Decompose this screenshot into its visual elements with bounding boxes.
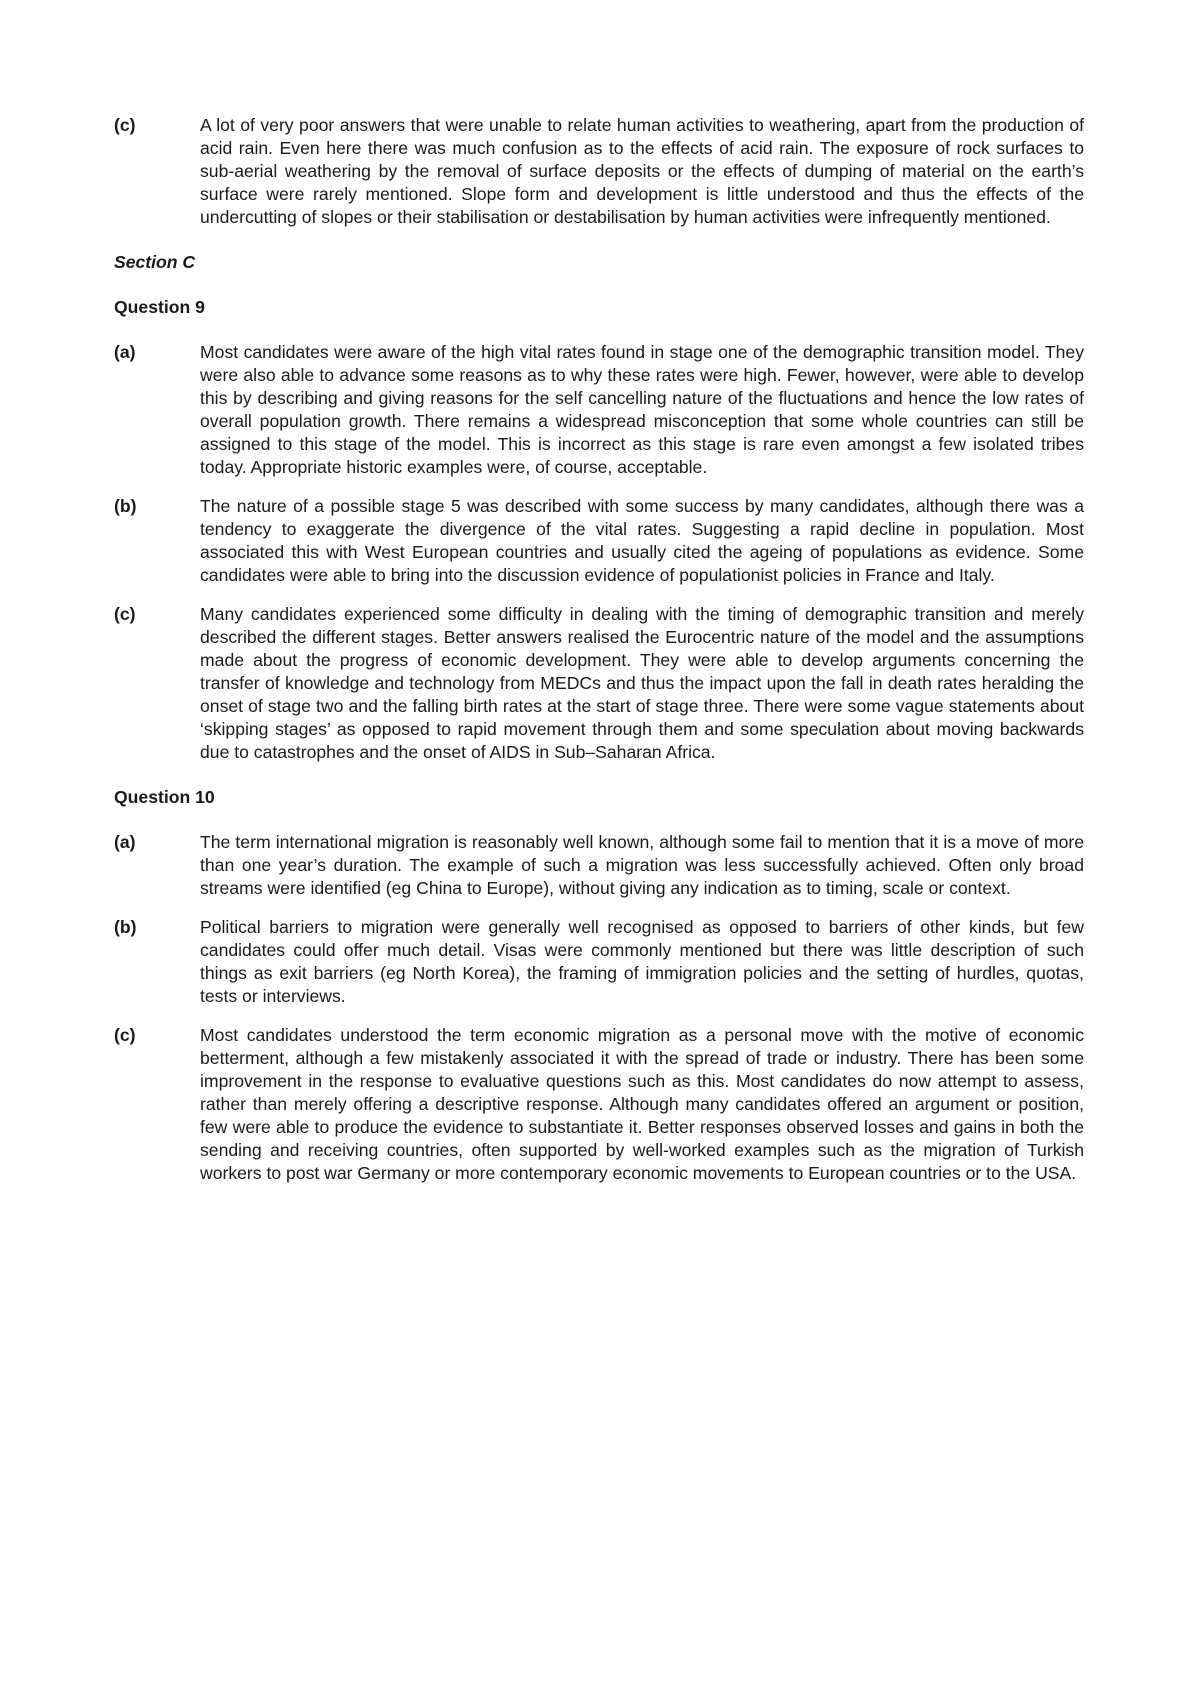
document-page xyxy=(114,114,1084,1201)
item-text: Political barriers to migration were generally well recognised as opposed to barriers of other kinds, but few candidates could offer much detail. Visas were commonly mentioned but there was little description of such things as exit barriers (eg North Korea), the framing of immigration policies and the setting of hurdles, quotas, tests or interviews. xyxy=(200,917,1084,1006)
item-label: (c) xyxy=(114,1025,136,1045)
intro-item-c xyxy=(114,114,1084,229)
item-text: The term international migration is reasonably well known, although some fail to mention that it is a move of more than one year’s duration. The example of such a migration was less successfully achieved. Often only broad streams were identified (eg China to Europe), without giving any indication as to timing, scale or context. xyxy=(200,832,1084,898)
question-10-item-a xyxy=(114,831,1084,900)
question-10-item-c xyxy=(114,1024,1084,1185)
item-label: (c) xyxy=(114,115,136,135)
item-text: Many candidates experienced some difficulty in dealing with the timing of demographic transition and merely described the different stages. Better answers realised the Eurocentric nature of the model and the assumptions made about the progress of economic development. They were able to develop arguments concerning the transfer of knowledge and technology from MEDCs and thus the impact upon the fall in death rates heralding the onset of stage two and the falling birth rates at the start of stage three. There were some vague statements about ‘skipping stages’ as opposed to rapid movement through them and some speculation about moving backwards due to catastrophes and the onset of AIDS in Sub–Saharan Africa. xyxy=(200,604,1084,762)
item-label: (b) xyxy=(114,496,137,516)
item-text: Most candidates understood the term economic migration as a personal move with the motive of economic betterment, although a few mistakenly associated it with the spread of trade or industry. There has been some improvement in the response to evaluative questions such as this. Most candidates do now attempt to assess, rather than merely offering a descriptive response. Although many candidates offered an argument or position, few were able to produce the evidence to substantiate it. Better responses observed losses and gains in both the sending and receiving countries, often supported by well-worked examples such as the migration of Turkish workers to post war Germany or more contemporary economic movements to European countries or to the USA. xyxy=(200,1025,1084,1183)
item-label: (b) xyxy=(114,917,137,937)
item-label: (c) xyxy=(114,604,136,624)
section-heading: Section C xyxy=(114,252,196,272)
question-9-item-b xyxy=(114,495,1084,587)
item-label: (a) xyxy=(114,832,136,852)
question-9-item-c xyxy=(114,603,1084,764)
question-10-item-b xyxy=(114,916,1084,1008)
item-text: Most candidates were aware of the high vital rates found in stage one of the demographic transition model. They were also able to advance some reasons as to why these rates were high. Fewer, however, were able to develop this by describing and giving reasons for the self cancelling nature of the fluctuations and hence the low rates of overall population growth. There remains a widespread misconception that some whole countries can still be assigned to this stage of the model. This is incorrect as this stage is rare even amongst a few isolated tribes today. Appropriate historic examples were, of course, acceptable. xyxy=(200,342,1084,477)
question-10-heading: Question 10 xyxy=(114,787,215,807)
item-text: The nature of a possible stage 5 was described with some success by many candidates, although there was a tendency to exaggerate the divergence of the vital rates. Suggesting a rapid decline in population. Most associated this with West European countries and usually cited the ageing of populations as evidence. Some candidates were able to bring into the discussion evidence of populationist policies in France and Italy. xyxy=(200,496,1084,585)
question-9-item-a xyxy=(114,341,1084,479)
item-text: A lot of very poor answers that were unable to relate human activities to weathering, apart from the production of acid rain. Even here there was much confusion as to the effects of acid rain. The exposure of rock surfaces to sub-aerial weathering by the removal of surface deposits or the effects of dumping of material on the earth’s surface were rarely mentioned. Slope form and development is little understood and thus the effects of the undercutting of slopes or their stabilisation or destabilisation by human activities were infrequently mentioned. xyxy=(200,115,1084,227)
item-label: (a) xyxy=(114,342,136,362)
question-9-heading: Question 9 xyxy=(114,297,205,317)
